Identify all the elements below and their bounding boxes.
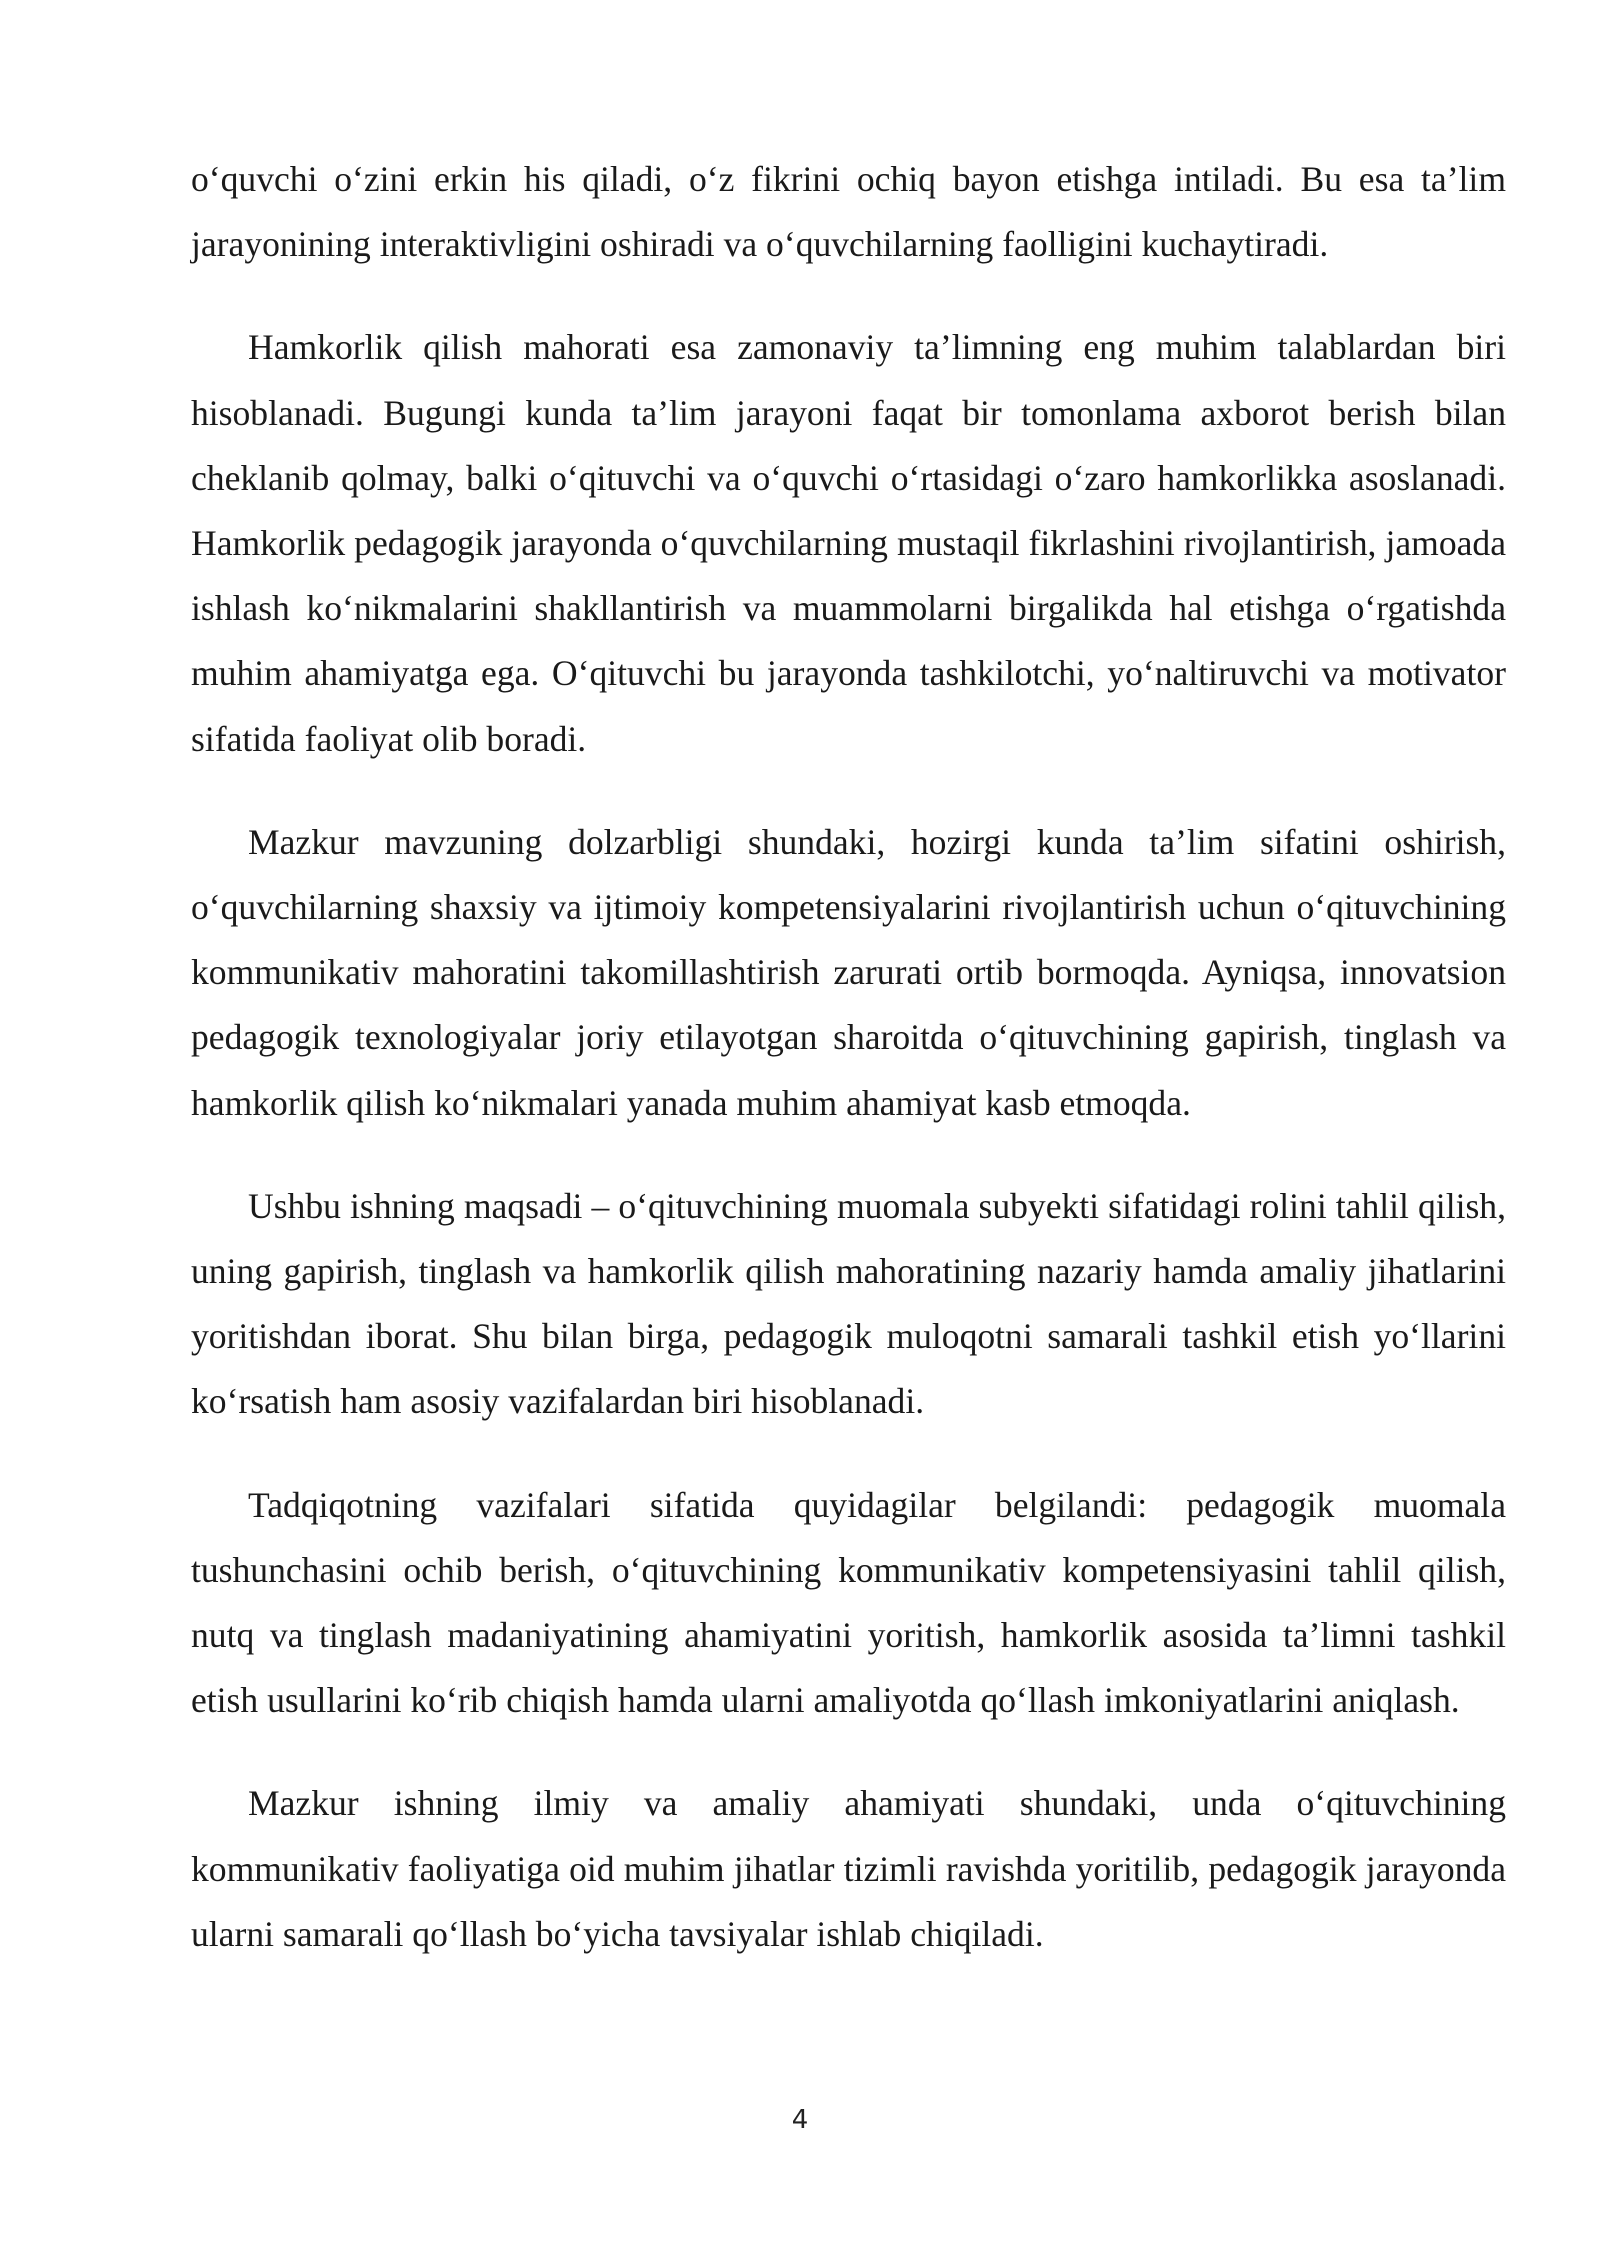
paragraph-collaboration-skill: Hamkorlik qilish mahorati esa zamonaviy ta’limning eng muhim talablardan biri hisoblanadi. Bugungi kunda ta’lim jarayoni faqat bir tomonlama axborot berish bilan cheklanib qolmay, balki o‘qituvchi va o‘quvchi o‘rtasidagi o‘zaro hamkorlikka asoslanadi. Hamkorlik pedagogik jarayonda o‘quvchilarning mustaqil fikrlashini rivojlantirish, jamoada ishlash ko‘nikmalarini shakllantirish va muammolarni birgalikda hal etishga o‘rgatishda muhim ahamiyatga ega. O‘qituvchi bu jarayonda tashkilotchi, yo‘naltiruvchi va motivator sifatida faoliyat olib boradi. (191, 327, 1506, 759)
page-number: 4 (791, 2105, 809, 2135)
paragraph-research-tasks: Tadqiqotning vazifalari sifatida quyidagilar belgilandi: pedagogik muomala tushunchasini ochib berish, o‘qituvchining kommunikativ kompetensiyasini tahlil qilish, nutq va tinglash madaniyatining ahamiyatini yoritish, hamkorlik asosida ta’limni tashkil etish usullarini ko‘rib chiqish hamda ularni amaliyotda qo‘llash imkoniyatlarini aniqlash. (191, 1484, 1506, 1721)
paragraph-work-goal: Ushbu ishning maqsadi – o‘qituvchining muomala subyekti sifatidagi rolini tahlil qilish, uning gapirish, tinglash va hamkorlik qilish mahoratining nazariy hamda amaliy jihatlarini yoritishdan iborat. Shu bilan birga, pedagogik muloqotni samarali tashkil etish yo‘llarini ko‘rsatish ham asosiy vazifalardan biri hisoblanadi. (191, 1185, 1506, 1422)
document-body (191, 147, 1506, 2005)
paragraph-topic-relevance: Mazkur mavzuning dolzarbligi shundaki, hozirgi kunda ta’lim sifatini oshirish, o‘quvchilarning shaxsiy va ijtimoiy kompetensiyalarini rivojlantirish uchun o‘qituvchining kommunikativ mahoratini takomillashtirish zarurati ortib bormoqda. Ayniqsa, innovatsion pedagogik texnologiyalar joriy etilayotgan sharoitda o‘qituvchining gapirish, tinglash va hamkorlik qilish ko‘nikmalari yanada muhim ahamiyat kasb etmoqda. (191, 821, 1506, 1123)
paragraph-continuation: o‘quvchi o‘zini erkin his qiladi, o‘z fikrini ochiq bayon etishga intiladi. Bu esa ta’lim jarayonining interaktivligini oshiradi va o‘quvchilarning faolligini kuchaytiradi. (191, 159, 1506, 265)
paragraph-significance: Mazkur ishning ilmiy va amaliy ahamiyati shundaki, unda o‘qituvchining kommunikativ faoliyatiga oid muhim jihatlar tizimli ravishda yoritilib, pedagogik jarayonda ularni samarali qo‘llash bo‘yicha tavsiyalar ishlab chiqiladi. (191, 1783, 1506, 1954)
